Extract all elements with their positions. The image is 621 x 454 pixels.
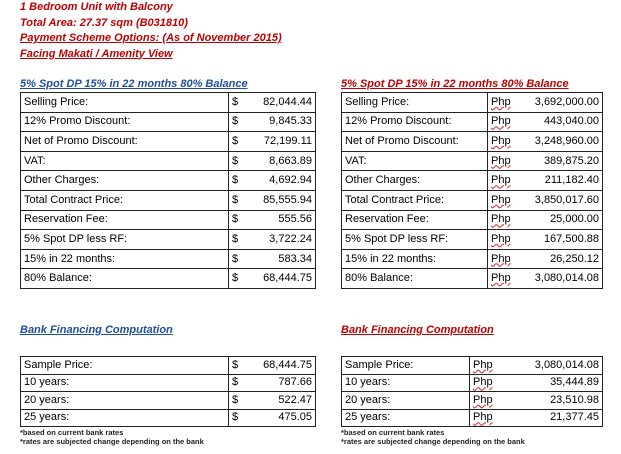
unit-title: 1 Bedroom Unit with Balcony — [20, 1, 173, 13]
row-value-cell — [488, 269, 603, 289]
currency-symbol: $ — [232, 193, 239, 206]
row-value: 35,444.89 — [550, 376, 599, 389]
row-value: 555.56 — [278, 213, 312, 226]
right-bank-table — [341, 356, 603, 427]
row-value-cell — [488, 93, 603, 113]
row-value-cell — [229, 151, 316, 171]
row-value: 8,663.89 — [269, 154, 312, 167]
row-value-cell — [488, 249, 603, 269]
payment-row — [342, 171, 603, 191]
row-value: 85,555.94 — [263, 193, 312, 206]
right-scheme-title: 5% Spot DP 15% in 22 months 80% Balance — [341, 78, 569, 90]
row-value: 9,845.33 — [269, 115, 312, 128]
payment-row — [342, 151, 603, 171]
payment-scheme-heading: Payment Scheme Options: (As of November 2015) — [20, 32, 282, 44]
row-value-cell — [229, 409, 316, 427]
bank-row — [21, 409, 316, 427]
payment-row — [21, 132, 316, 152]
total-area: Total Area: 27.37 sqm (B031810) — [20, 16, 188, 29]
payment-row — [342, 132, 603, 152]
row-label: Total Contract Price: — [21, 190, 229, 210]
row-value: 583.34 — [278, 252, 312, 265]
left-bank-title: Bank Financing Computation — [20, 324, 173, 336]
payment-row — [342, 93, 603, 113]
row-value: 787.66 — [278, 376, 312, 389]
row-label: 10 years: — [342, 374, 470, 392]
row-label: 20 years: — [21, 392, 229, 410]
row-value-cell — [488, 171, 603, 191]
row-value-cell — [229, 249, 316, 269]
row-label: 15% in 22 months: — [21, 249, 229, 269]
currency-symbol: Php — [491, 154, 511, 167]
currency-symbol: Php — [491, 95, 511, 108]
row-value-cell — [229, 210, 316, 230]
row-label: Sample Price: — [342, 357, 470, 375]
row-value-cell — [488, 151, 603, 171]
currency-symbol: Php — [473, 393, 493, 406]
row-value-cell — [488, 190, 603, 210]
currency-symbol: $ — [232, 115, 239, 128]
row-value: 68,444.75 — [263, 358, 312, 371]
payment-row — [21, 269, 316, 289]
row-value-cell — [229, 93, 316, 113]
row-value-cell — [470, 357, 603, 375]
currency-symbol: Php — [491, 193, 511, 206]
payment-row — [21, 151, 316, 171]
note-bank-rates: *based on current bank rates — [341, 428, 445, 437]
currency-symbol: Php — [491, 252, 511, 265]
bank-row — [342, 374, 603, 392]
row-label: 12% Promo Discount: — [21, 112, 229, 132]
view-heading: Facing Makati / Amenity View — [20, 47, 173, 60]
currency-symbol: $ — [232, 376, 239, 389]
row-label: Selling Price: — [21, 93, 229, 113]
row-label: 20 years: — [342, 392, 470, 410]
row-label: Selling Price: — [342, 93, 488, 113]
row-label: 10 years: — [21, 374, 229, 392]
currency-symbol: Php — [473, 411, 493, 424]
right-notes — [341, 428, 525, 446]
note-bank-rates: *based on current bank rates — [20, 428, 124, 437]
row-value-cell — [470, 392, 603, 410]
currency-symbol: $ — [232, 393, 239, 406]
row-value-cell — [229, 132, 316, 152]
row-label: Reservation Fee: — [21, 210, 229, 230]
bank-row — [21, 392, 316, 410]
row-value: 21,377.45 — [550, 411, 599, 424]
payment-row — [21, 93, 316, 113]
row-label: Total Contract Price: — [342, 190, 488, 210]
row-value-cell — [229, 357, 316, 375]
note-rates-subject: *rates are subjected change depending on the bank — [341, 437, 525, 446]
row-value-cell — [488, 132, 603, 152]
row-value: 3,722.24 — [269, 232, 312, 245]
payment-row — [342, 230, 603, 250]
bank-row — [342, 357, 603, 375]
right-payment-table — [341, 92, 603, 289]
currency-symbol: Php — [491, 232, 511, 245]
bank-row — [21, 357, 316, 375]
row-value: 522.47 — [278, 393, 312, 406]
row-value-cell — [488, 210, 603, 230]
row-label: 80% Balance: — [342, 269, 488, 289]
row-value: 3,850,017.60 — [534, 193, 599, 206]
currency-symbol: $ — [232, 358, 239, 371]
payment-row — [21, 112, 316, 132]
payment-row — [21, 249, 316, 269]
currency-symbol: $ — [232, 134, 239, 147]
payment-row — [21, 230, 316, 250]
row-value-cell — [470, 409, 603, 427]
currency-symbol: $ — [232, 213, 239, 226]
row-value-cell — [229, 269, 316, 289]
currency-symbol: Php — [491, 115, 511, 128]
row-label: VAT: — [21, 151, 229, 171]
payment-row — [342, 269, 603, 289]
currency-symbol: $ — [232, 174, 239, 187]
payment-row — [342, 249, 603, 269]
row-value-cell — [229, 171, 316, 191]
row-label: Other Charges: — [342, 171, 488, 191]
currency-symbol: Php — [491, 174, 511, 187]
unit-header — [20, 0, 282, 62]
row-value-cell — [488, 230, 603, 250]
row-value: 3,080,014.08 — [534, 358, 599, 371]
row-value: 68,444.75 — [263, 272, 312, 285]
row-value-cell — [229, 112, 316, 132]
currency-symbol: Php — [473, 376, 493, 389]
currency-symbol: $ — [232, 154, 239, 167]
row-label: Other Charges: — [21, 171, 229, 191]
bank-row — [21, 374, 316, 392]
note-rates-subject: *rates are subjected change depending on the bank — [20, 437, 204, 446]
row-value-cell — [229, 230, 316, 250]
currency-symbol: Php — [473, 358, 493, 371]
row-value: 72,199.11 — [263, 134, 312, 147]
currency-symbol: $ — [232, 95, 239, 108]
payment-row — [21, 210, 316, 230]
payment-row — [21, 171, 316, 191]
payment-row — [21, 190, 316, 210]
row-label: 25 years: — [342, 409, 470, 427]
row-value: 3,080,014.08 — [534, 272, 599, 285]
row-label: 25 years: — [21, 409, 229, 427]
row-value: 389,875.20 — [543, 154, 599, 167]
row-label: 5% Spot DP less RF: — [21, 230, 229, 250]
row-value: 25,000.00 — [550, 213, 599, 226]
row-label: 15% in 22 months: — [342, 249, 488, 269]
currency-symbol: $ — [232, 411, 239, 424]
left-notes — [20, 428, 204, 446]
row-label: Reservation Fee: — [342, 210, 488, 230]
bank-row — [342, 392, 603, 410]
payment-row — [342, 210, 603, 230]
currency-symbol: $ — [232, 232, 239, 245]
row-value: 82,044.44 — [263, 95, 312, 108]
row-value: 167,500.88 — [543, 232, 599, 245]
row-value-cell — [488, 112, 603, 132]
row-value: 443,040.00 — [543, 115, 599, 128]
currency-symbol: Php — [491, 134, 511, 147]
left-bank-table — [20, 356, 316, 427]
row-value: 475.05 — [278, 411, 312, 424]
row-value-cell — [229, 190, 316, 210]
right-bank-title: Bank Financing Computation — [341, 324, 494, 336]
row-value-cell — [229, 374, 316, 392]
row-value: 23,510.98 — [550, 393, 599, 406]
bank-row — [342, 409, 603, 427]
payment-row — [342, 112, 603, 132]
row-label: Net of Promo Discount: — [342, 132, 488, 152]
row-label: 12% Promo Discount: — [342, 112, 488, 132]
row-value: 211,182.40 — [544, 174, 599, 187]
row-label: 80% Balance: — [21, 269, 229, 289]
row-value: 26,250.12 — [550, 252, 599, 265]
left-payment-table — [20, 92, 316, 289]
row-label: Net of Promo Discount: — [21, 132, 229, 152]
currency-symbol: Php — [491, 213, 511, 226]
payment-row — [342, 190, 603, 210]
row-label: Sample Price: — [21, 357, 229, 375]
currency-symbol: $ — [232, 272, 239, 285]
left-scheme-title: 5% Spot DP 15% in 22 months 80% Balance — [20, 78, 248, 90]
row-value: 3,692,000.00 — [534, 95, 599, 108]
row-value-cell — [229, 392, 316, 410]
row-value: 4,692.94 — [269, 174, 312, 187]
row-value-cell — [470, 374, 603, 392]
row-label: 5% Spot DP less RF: — [342, 230, 488, 250]
row-value: 3,248,960.00 — [534, 134, 599, 147]
row-label: VAT: — [342, 151, 488, 171]
currency-symbol: Php — [491, 272, 511, 285]
currency-symbol: $ — [232, 252, 239, 265]
